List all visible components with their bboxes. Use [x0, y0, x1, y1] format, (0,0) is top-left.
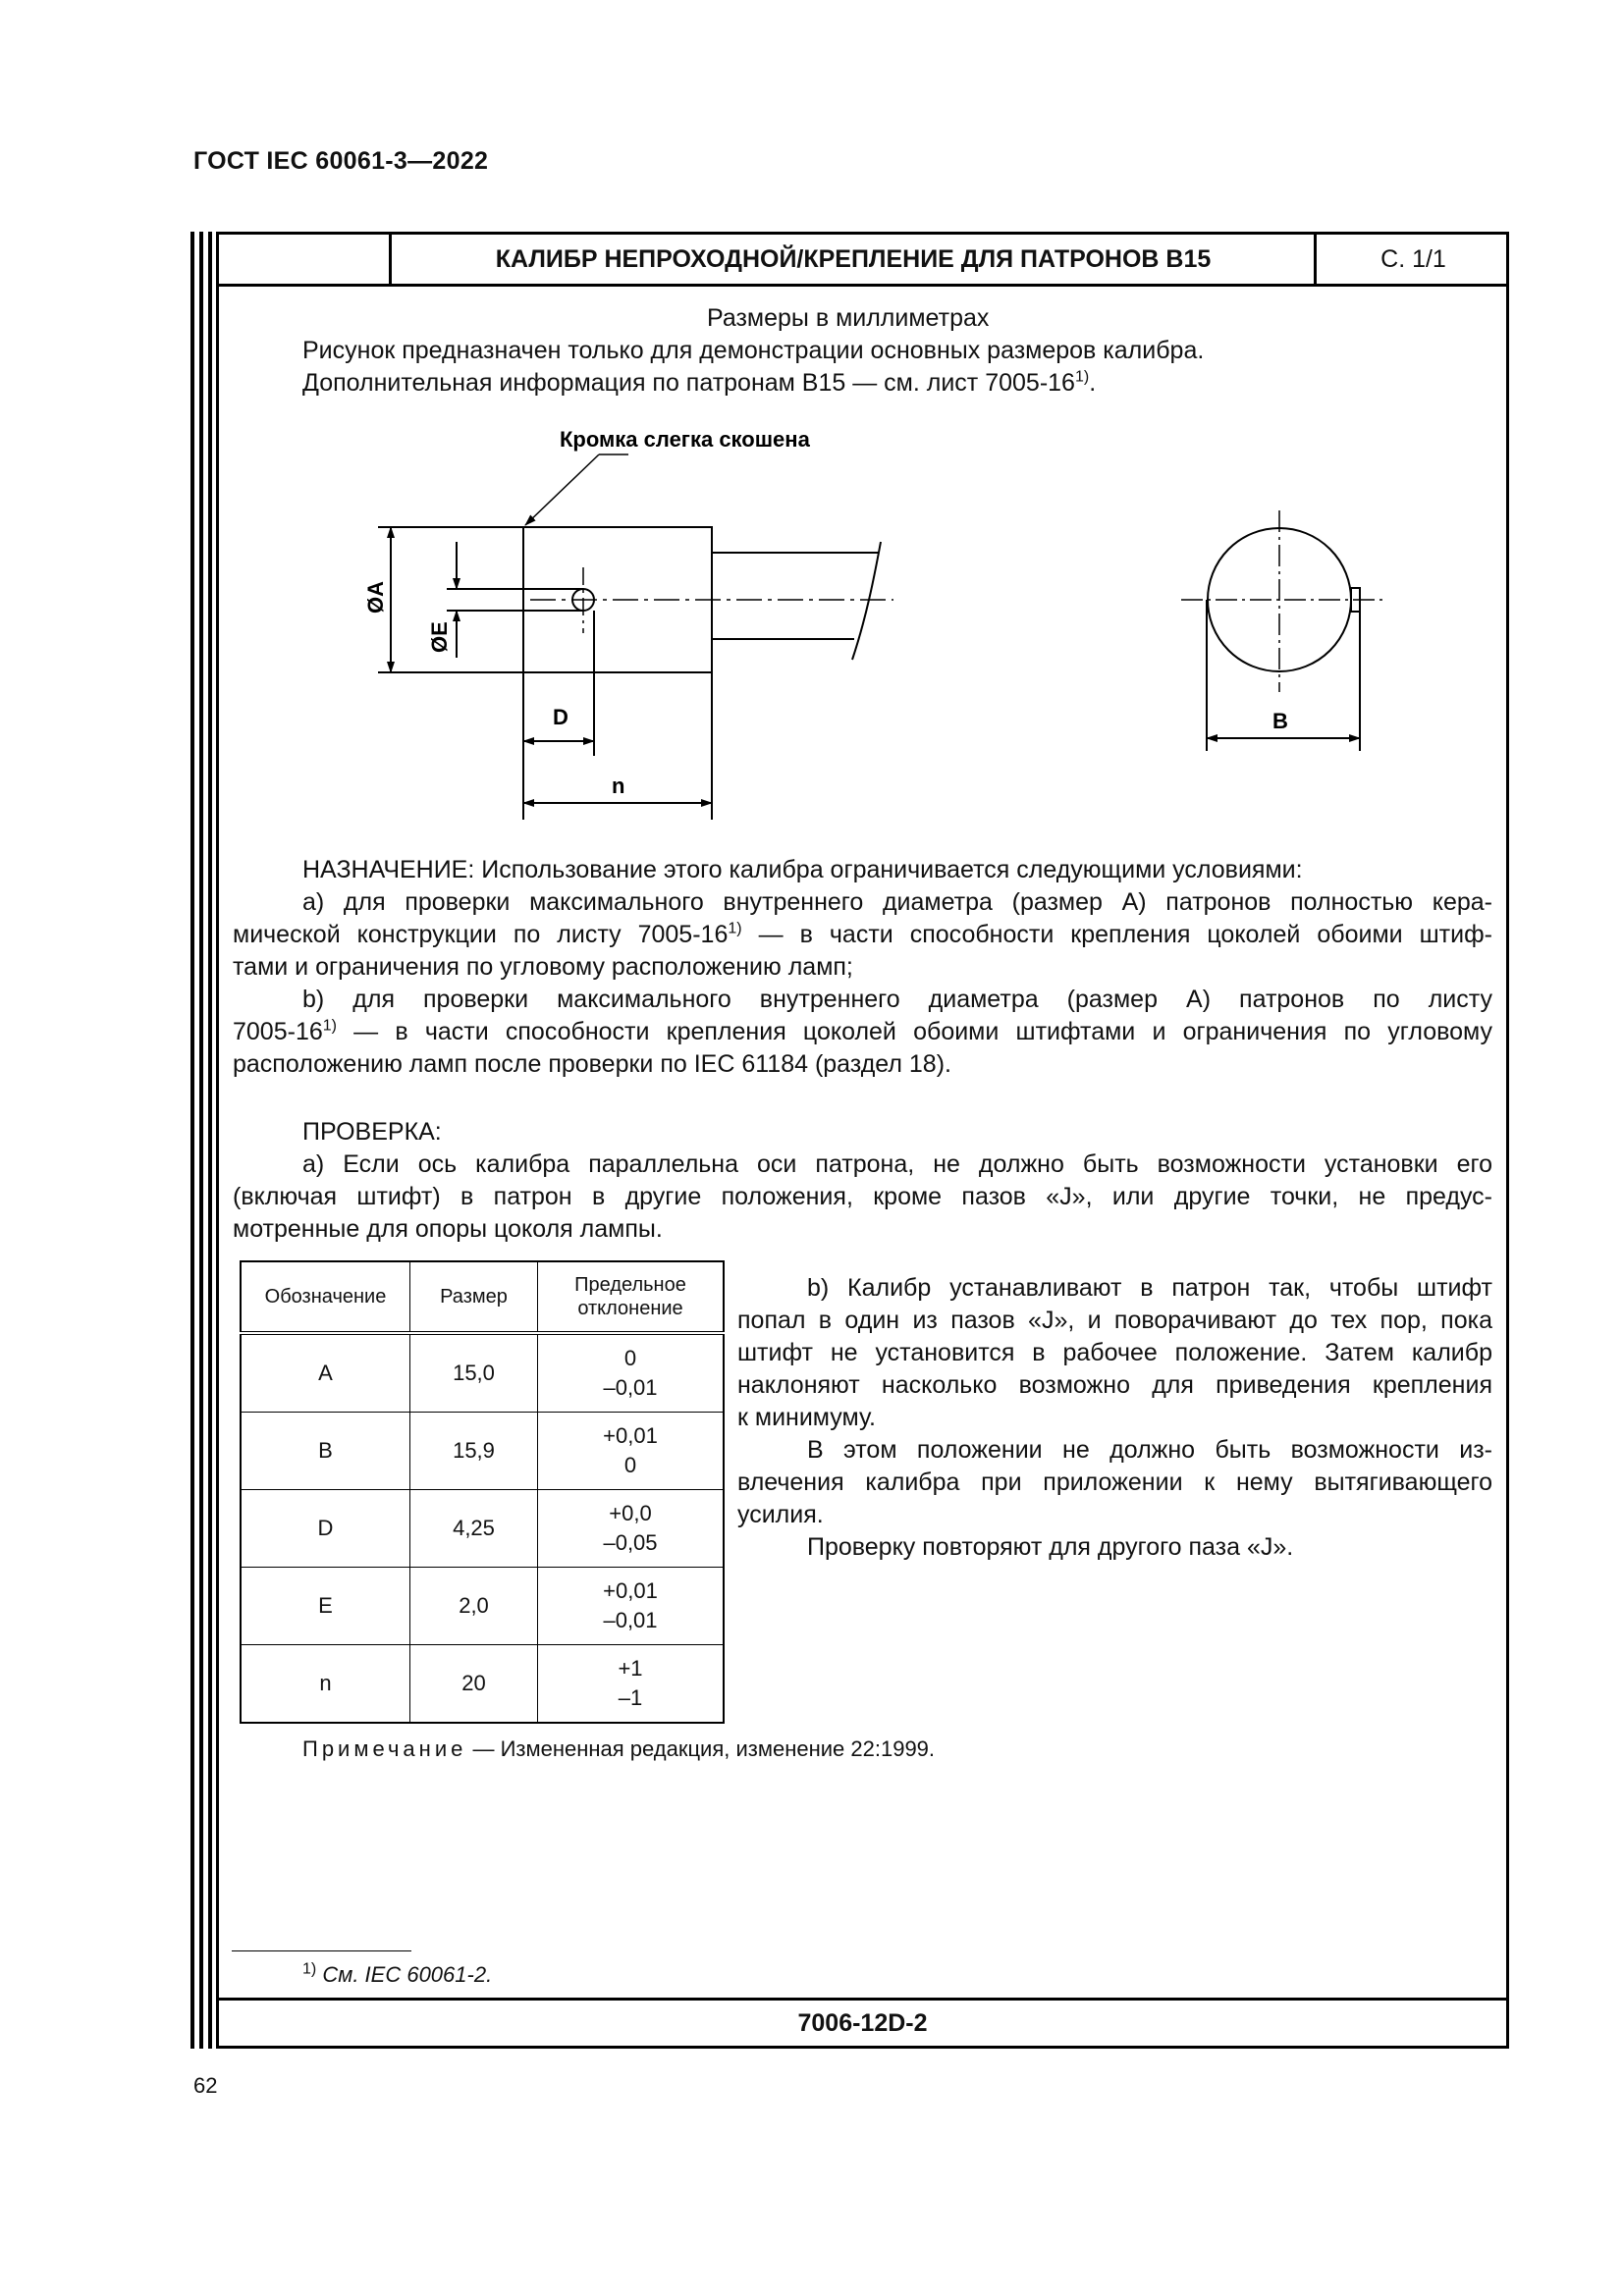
dim-label-A: ØA [363, 581, 388, 614]
check-heading: ПРОВЕРКА: [302, 1118, 442, 1146]
purpose-a-line-2: мической конструкции по листу 7005-16$^{1)}$ — в части способности крепления цоколей обоими штиф- [233, 920, 1492, 948]
purpose-b-line-1: b) для проверки максимального внутреннего диаметра (размер А) патронов по листу [302, 986, 1492, 1013]
intro-line-2: Дополнительная информация по патронам B15 — см. лист 7005-16$^{1)}$. [302, 368, 1097, 397]
intro-line-1: Рисунок предназначен только для демонстрации основных размеров калибра. [302, 337, 1205, 364]
cell-designation: B [241, 1413, 410, 1490]
note: Примечание — Измененная редакция, изменение 22:1999. [302, 1736, 936, 1761]
col-header-size: Размер [410, 1261, 538, 1333]
cell-size: 4,25 [410, 1490, 538, 1568]
cell-designation: D [241, 1490, 410, 1568]
cell-deviation: +0,01 –0,01 [538, 1568, 725, 1645]
dim-label-B: B [1272, 709, 1288, 733]
check-c-line-3: усилия. [737, 1501, 824, 1528]
table-row [241, 1490, 724, 1568]
table-row [241, 1333, 724, 1413]
cell-deviation: +0,0 –0,05 [538, 1490, 725, 1568]
check-c-line-1: В этом положении не должно быть возможности из- [807, 1436, 1492, 1464]
cell-deviation: +0,01 0 [538, 1413, 725, 1490]
cell-deviation: 0 –0,01 [538, 1333, 725, 1413]
chamfer-label: Кромка слегка скошена [560, 427, 810, 452]
gauge-drawing [0, 0, 1623, 883]
cell-size: 2,0 [410, 1568, 538, 1645]
dim-label-E: ØE [427, 621, 452, 653]
units-note: Размеры в миллиметрах [707, 304, 990, 332]
sheet-page: С. 1/1 [1380, 245, 1446, 273]
purpose-heading: НАЗНАЧЕНИЕ: Использование этого калибра ограничивается следующими условиями: [302, 856, 1303, 883]
sheet-code: 7006-12D-2 [797, 2009, 928, 2037]
col-header-designation: Обозначение [241, 1261, 410, 1333]
check-a-line-2: (включая штифт) в патрон в другие положения, кроме пазов «J», или другие точки, не предус- [233, 1183, 1492, 1210]
check-a-line-3: мотренные для опоры цоколя лампы. [233, 1215, 663, 1243]
dimensions-table [240, 1260, 725, 1724]
chamfer-leader [525, 454, 599, 525]
table-row [241, 1413, 724, 1490]
cell-size: 15,0 [410, 1333, 538, 1413]
check-d-line-1: Проверку повторяют для другого паза «J». [807, 1533, 1294, 1561]
table-header-row [241, 1261, 724, 1333]
dim-label-n: n [612, 774, 625, 798]
table-row [241, 1568, 724, 1645]
cell-deviation: +1 –1 [538, 1645, 725, 1724]
cell-designation: n [241, 1645, 410, 1724]
footnote-rule [232, 1950, 411, 1951]
cell-designation: A [241, 1333, 410, 1413]
break-line [852, 542, 881, 660]
purpose-a-line-1: а) для проверки максимального внутреннего диаметра (размер А) патронов полностью кера- [302, 888, 1492, 916]
check-b-line-5: к минимуму. [737, 1404, 876, 1431]
purpose-b-line-2: 7005-16$^{1)}$ — в части способности крепления цоколей обоими штифтами и ограничения по угловому [233, 1017, 1492, 1045]
cell-designation: E [241, 1568, 410, 1645]
cell-size: 20 [410, 1645, 538, 1724]
purpose-a-line-3: тами и ограничения по угловому расположению ламп; [233, 953, 853, 981]
check-b-line-1: b) Калибр устанавливают в патрон так, чтобы штифт [807, 1274, 1492, 1302]
check-b-line-3: штифт не установится в рабочее положение. Затем калибр [737, 1339, 1492, 1366]
check-c-line-2: влечения калибра при приложении к нему вытягивающего [737, 1468, 1492, 1496]
purpose-b-line-3: расположению ламп после проверки по IEC 61184 (раздел 18). [233, 1050, 951, 1078]
sheet-title: КАЛИБР НЕПРОХОДНОЙ/КРЕПЛЕНИЕ ДЛЯ ПАТРОНОВ B15 [495, 245, 1212, 273]
cell-size: 15,9 [410, 1413, 538, 1490]
table-row [241, 1645, 724, 1724]
document-header: ГОСТ IEC 60061-3—2022 [193, 147, 489, 175]
footnote: $^{1)}$ См. IEC 60061-2. [302, 1960, 493, 1987]
check-b-line-2: попал в один из пазов «J», и поворачивают до тех пор, пока [737, 1307, 1492, 1334]
page-number: 62 [193, 2073, 218, 2098]
col-header-deviation: Предельное отклонение [538, 1261, 725, 1333]
check-b-line-4: наклоняют насколько возможно для приведения крепления [737, 1371, 1492, 1399]
dim-label-D: D [553, 705, 568, 729]
check-a-line-1: а) Если ось калибра параллельна оси патрона, не должно быть возможности установки его [302, 1150, 1492, 1178]
